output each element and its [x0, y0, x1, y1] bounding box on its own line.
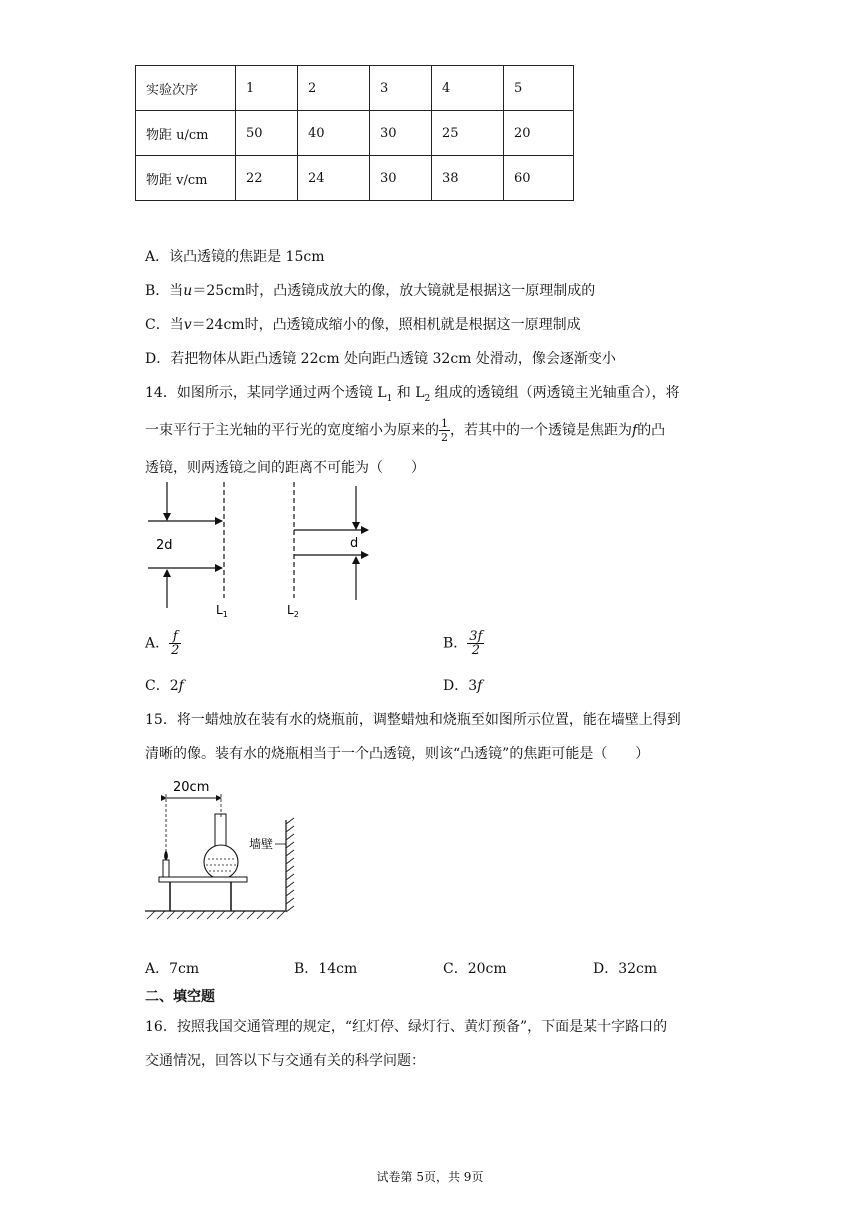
candle-icon — [163, 860, 169, 877]
q14-text: 一束平行于主光轴的平行光的宽度缩小为原来的 — [145, 422, 439, 439]
q14-line-3: 透镜，则两透镜之间的距离不可能为（ ） — [145, 460, 425, 476]
table-cell: 50 — [236, 111, 298, 156]
label-2d: 2d — [156, 538, 173, 553]
option-label: D．3 — [443, 678, 478, 694]
q14-option-a — [145, 630, 181, 657]
label-l1-sub: 1 — [222, 610, 228, 619]
wall-label: 墙壁 — [249, 837, 274, 851]
q13-option-b-pre: B．当 — [145, 283, 184, 299]
q14-text: 14．如图所示，某同学通过两个透镜 L — [145, 385, 387, 401]
table-cell: 20 — [504, 111, 574, 156]
q14-sub: 2 — [424, 393, 431, 404]
q13-option-b — [145, 280, 595, 300]
table-cell: 物距 u/cm — [136, 111, 236, 156]
label-l2 — [287, 603, 299, 619]
q14-var-f: f — [632, 422, 638, 439]
table-cell: 3 — [370, 66, 432, 111]
q13-option-c — [145, 314, 581, 334]
table-cell: 30 — [370, 156, 432, 201]
page-footer: 试卷第 5页，共 9页 — [376, 1170, 484, 1184]
q16-line-2: 交通情况，回答以下与交通有关的科学问题： — [145, 1053, 425, 1069]
q13-option-b-eq: ＝25cm — [192, 283, 246, 299]
fraction-denominator: 2 — [441, 431, 448, 444]
q13-option-c-pre: C．当 — [145, 317, 184, 333]
q15-line-1: 15．将一蜡烛放在装有水的烧瓶前，调整蜡烛和烧瓶至如图所示位置，能在墙壁上得到 — [145, 712, 681, 728]
q13-option-b-post: 时，凸透镜成放大的像，放大镜就是根据这一原理制成的 — [245, 283, 596, 299]
table-cell: 物距 v/cm — [136, 156, 236, 201]
label-d: d — [350, 536, 359, 551]
option-label: A． — [145, 635, 170, 652]
fraction-denominator: 2 — [171, 643, 180, 658]
q15-option-a: A．7cm — [145, 961, 200, 977]
q13-option-c-post: 时，凸透镜成缩小的像，照相机就是根据这一原理制成 — [244, 317, 581, 333]
q16-line-1: 16．按照我国交通管理的规定，“红灯停、绿灯行、黄灯预备”，下面是某十字路口的 — [145, 1019, 668, 1035]
q14-line-1 — [145, 382, 680, 404]
q14-option-d — [443, 675, 482, 695]
q14-sub: 1 — [386, 393, 393, 404]
half-fraction — [439, 417, 450, 444]
table-cell: 40 — [298, 111, 370, 156]
table-cell: 25 — [432, 111, 504, 156]
q13-option-c-var: v — [183, 317, 192, 333]
table-cell: 24 — [298, 156, 370, 201]
q14-option-b — [443, 630, 484, 657]
option-label: B． — [443, 635, 468, 652]
q13-option-b-var: u — [183, 283, 193, 299]
table-cell: 4 — [432, 66, 504, 111]
table-cell: 38 — [432, 156, 504, 201]
q15-option-c: C．20cm — [443, 961, 507, 977]
table-top — [159, 877, 247, 882]
q15-option-d: D．32cm — [593, 961, 658, 977]
table-cell: 30 — [370, 111, 432, 156]
label-l2-sub: 2 — [293, 610, 299, 619]
flask-icon — [204, 845, 238, 879]
table-cell: 60 — [504, 156, 574, 201]
option-var: f — [477, 678, 483, 694]
option-label: C．2 — [145, 678, 179, 694]
table-row — [136, 156, 574, 201]
wall-hatch — [286, 818, 294, 912]
q14-option-c — [145, 675, 184, 695]
q15-line-2: 清晰的像。装有水的烧瓶相当于一个凸透镜，则该“凸透镜”的焦距可能是（ ） — [145, 746, 650, 762]
q14-text: 和 L — [392, 385, 425, 401]
candle-flame-icon — [164, 850, 168, 860]
q13-option-c-eq: ＝24cm — [191, 317, 245, 333]
table-cell: 2 — [298, 66, 370, 111]
fraction-numerator: 3f — [469, 629, 483, 644]
q13-option-a: A．该凸透镜的焦距是 15cm — [145, 249, 325, 265]
table-row — [136, 111, 574, 156]
label-l1-text: L — [216, 603, 223, 617]
fraction-numerator: 1 — [441, 417, 448, 430]
label-l1 — [216, 603, 228, 619]
lens-figure — [140, 480, 400, 625]
option-fraction — [467, 630, 484, 657]
q14-text: 组成的透镜组（两透镜主光轴重合），将 — [430, 385, 680, 401]
q14-text: ，若其中的一个透镜是焦距为 — [450, 422, 632, 439]
label-l2-text: L — [287, 603, 294, 617]
section-title: 二、填空题 — [145, 989, 215, 1005]
table-row — [136, 66, 574, 111]
option-var: f — [178, 678, 184, 694]
floor-hatch — [147, 911, 285, 919]
option-fraction — [169, 630, 181, 657]
fraction-denominator: 2 — [471, 643, 480, 658]
q14-line-2 — [145, 417, 665, 444]
table-cell: 1 — [236, 66, 298, 111]
distance-label: 20cm — [173, 780, 210, 795]
q13-option-d: D．若把物体从距凸透镜 22cm 处向距凸透镜 32cm 处滑动，像会逐渐变小 — [145, 351, 616, 367]
table-cell: 22 — [236, 156, 298, 201]
q15-option-b: B．14cm — [294, 961, 358, 977]
table-cell: 5 — [504, 66, 574, 111]
q14-text: 的凸 — [637, 422, 666, 439]
experiment-table — [135, 65, 574, 201]
candle-flask-figure — [143, 778, 303, 920]
table-cell: 实验次序 — [136, 66, 236, 111]
fraction-numerator: f — [169, 630, 181, 644]
